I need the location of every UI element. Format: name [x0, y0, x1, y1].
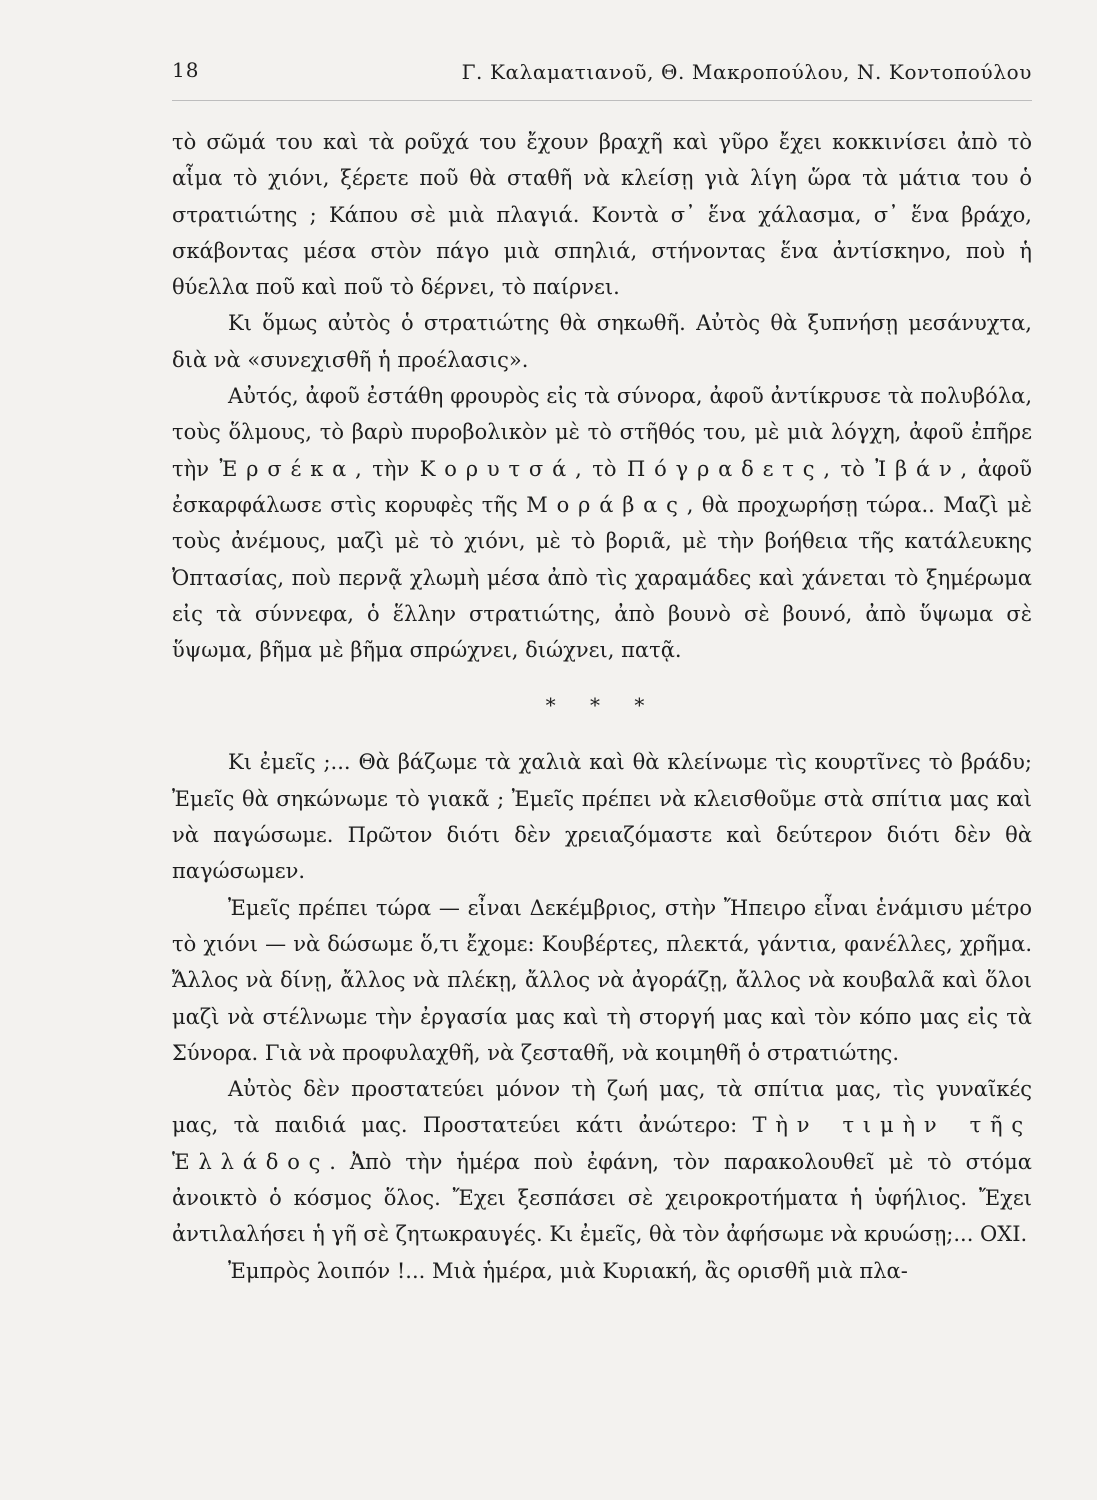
paragraph-3-text-a: Αὐτός, ἀφοῦ ἐστάθη φρουρὸς εἰς τὰ σύνορα, ἀφοῦ ἀντίκρυσε τὰ πολυβόλα, τοὺς ὅλμους, τὸ βαρὺ πυροβολικὸν μὲ τὸ στῆθός του, μὲ μιὰ λόγχη, ἀφοῦ ἐπῆρε τὴν	[172, 384, 1032, 481]
paragraph-5: Ἐμεῖς πρέπει τώρα — εἶναι Δεκέμβριος, στὴν Ἤπειρο εἶναι ἑνάμισυ μέτρο τὸ χιόνι — νὰ δώσωμε ὅ,τι ἔχομε: Κουβέρτες, πλεκτά, γάντια, φανέλλες, χρῆμα. Ἄλλος νὰ δίνῃ, ἄλλος νὰ πλέκῃ, ἄλλος νὰ ἀγοράζῃ, ἄλλος νὰ κουβαλᾶ καὶ ὅλοι μαζὶ νὰ στέλνωμε τὴν ἐργασία μας καὶ τὴ στοργή μας καὶ τὸν κόπο μας εἰς τὰ Σύνορα. Γιὰ νὰ προφυλαχθῆ, νὰ ζεσταθῆ, νὰ κοιμηθῆ ὁ στρατιώτης.	[172, 895, 1032, 1065]
paragraph-6	[172, 1071, 1032, 1252]
paragraph-3-text-c: , τὸ	[575, 456, 627, 481]
place-korytsa: Κορυτσά	[419, 456, 576, 481]
running-head: Γ. Καλαματιανοῦ, Θ. Μακροπούλου, Ν. Κοντοπούλου	[461, 60, 1032, 84]
paragraph-6-text-a: Αὐτὸς δὲν προστατεύει μόνον τὴ ζωή μας, τὰ σπίτια μας, τὶς γυναῖκές μας, τὰ παιδιά μας. Προστατεύει κάτι ἀνώτερο:	[172, 1077, 1032, 1138]
paragraph-2: Κι ὅμως αὐτὸς ὁ στρατιώτης θὰ σηκωθῆ. Αὐτὸς θὰ ξυπνήσῃ μεσάνυχτα, διὰ νὰ «συνεχισθῆ ἡ προέλασις».	[172, 311, 1032, 372]
paragraph-3-text-e: , ἀφοῦ ἐσκαρφάλωσε στὶς κορυφὲς τῆς	[172, 456, 1032, 517]
page-header	[172, 58, 1032, 94]
paragraph-7: Ἐμπρὸς λοιπόν !... Μιὰ ἡμέρα, μιὰ Κυριακή, ἂς ορισθῆ μιὰ πλα-	[228, 1258, 908, 1283]
page-number: 18	[172, 58, 200, 82]
paragraph-4: Κι ἐμεῖς ;... Θὰ βάζωμε τὰ χαλιὰ καὶ θὰ κλείνωμε τὶς κουρτῖνες τὸ βράδυ; Ἐμεῖς θὰ σηκώνωμε τὸ γιακᾶ ; Ἐμεῖς πρέπει νὰ κλεισθοῦμε στὰ σπίτια μας καὶ νὰ παγώσωμε. Πρῶτον διότι δὲν χρειαζόμαστε καὶ δεύτερον διότι δὲν θὰ παγώσωμεν.	[172, 750, 1032, 884]
paragraph-3-text-b: , τὴν	[355, 456, 420, 481]
place-pogradets: Πόγραδετς	[627, 456, 824, 481]
place-ivan: Ἰβάν	[875, 456, 961, 481]
place-erseka: Ἐρσέκα	[219, 456, 356, 481]
header-rule	[172, 100, 1032, 101]
place-moravas: Μοράβας	[526, 492, 687, 517]
body-text	[172, 124, 1032, 1289]
emphasis-honor-of-greece: Τὴν τιμὴν τῆς Ἑλλάδος	[172, 1113, 1032, 1174]
section-separator: * * *	[545, 693, 659, 718]
paragraph-3	[172, 378, 1032, 668]
paragraph-3-text-f: , θὰ προχωρήσῃ τώρα.. Μαζὶ μὲ τοὺς ἀνέμους, μαζὶ μὲ τὸ χιόνι, μὲ τὸ βοριᾶ, μὲ τὴν βοήθεια τῆς κατάλευκης Ὀπτασίας, ποὺ περνᾷ χλωμὴ μέσα ἀπὸ τὶς χαραμάδες καὶ χάνεται τὸ ξημέρωμα εἰς τὰ σύννεφα, ὁ ἕλλην στρατιώτης, ἀπὸ βουνὸ σὲ βουνό, ἀπὸ ὕψωμα σὲ ὕψωμα, βῆμα μὲ βῆμα σπρώχνει, διώχνει, πατᾷ.	[172, 492, 1032, 663]
paragraph-6-text-b: . Ἀπὸ τὴν ἡμέρα ποὺ ἐφάνη, τὸν παρακολουθεῖ μὲ τὸ στόμα ἀνοικτὸ ὁ κόσμος ὅλος. Ἔχει ξεσπάσει σὲ χειροκροτήματα ἡ ὑφήλιος. Ἔχει ἀντιλαλήσει ἡ γῆ σὲ ζητωκραυγές. Κι ἐμεῖς, θὰ τὸν ἀφήσωμε νὰ κρυώσῃ;... ΟΧΙ.	[172, 1149, 1032, 1247]
paragraph-3-text-d: , τὸ	[823, 456, 876, 481]
paragraph-1: τὸ σῶμά του καὶ τὰ ροῦχά του ἔχουν βραχῆ καὶ γῦρο ἔχει κοκκινίσει ἀπὸ τὸ αἷμα τὸ χιόνι, ξέρετε ποῦ θὰ σταθῆ νὰ κλείσῃ γιὰ λίγη ὥρα τὰ μάτια του ὁ στρατιώτης ; Κάπου σὲ μιὰ πλαγιά. Κοντὰ σ᾽ ἕνα χάλασμα, σ᾽ ἕνα βράχο, σκάβοντας μέσα στὸν πάγο μιὰ σπηλιά, στήνοντας ἕνα ἀντίσκηνο, ποὺ ἡ θύελλα ποῦ καὶ ποῦ τὸ δέρνει, τὸ παίρνει.	[172, 130, 1032, 300]
